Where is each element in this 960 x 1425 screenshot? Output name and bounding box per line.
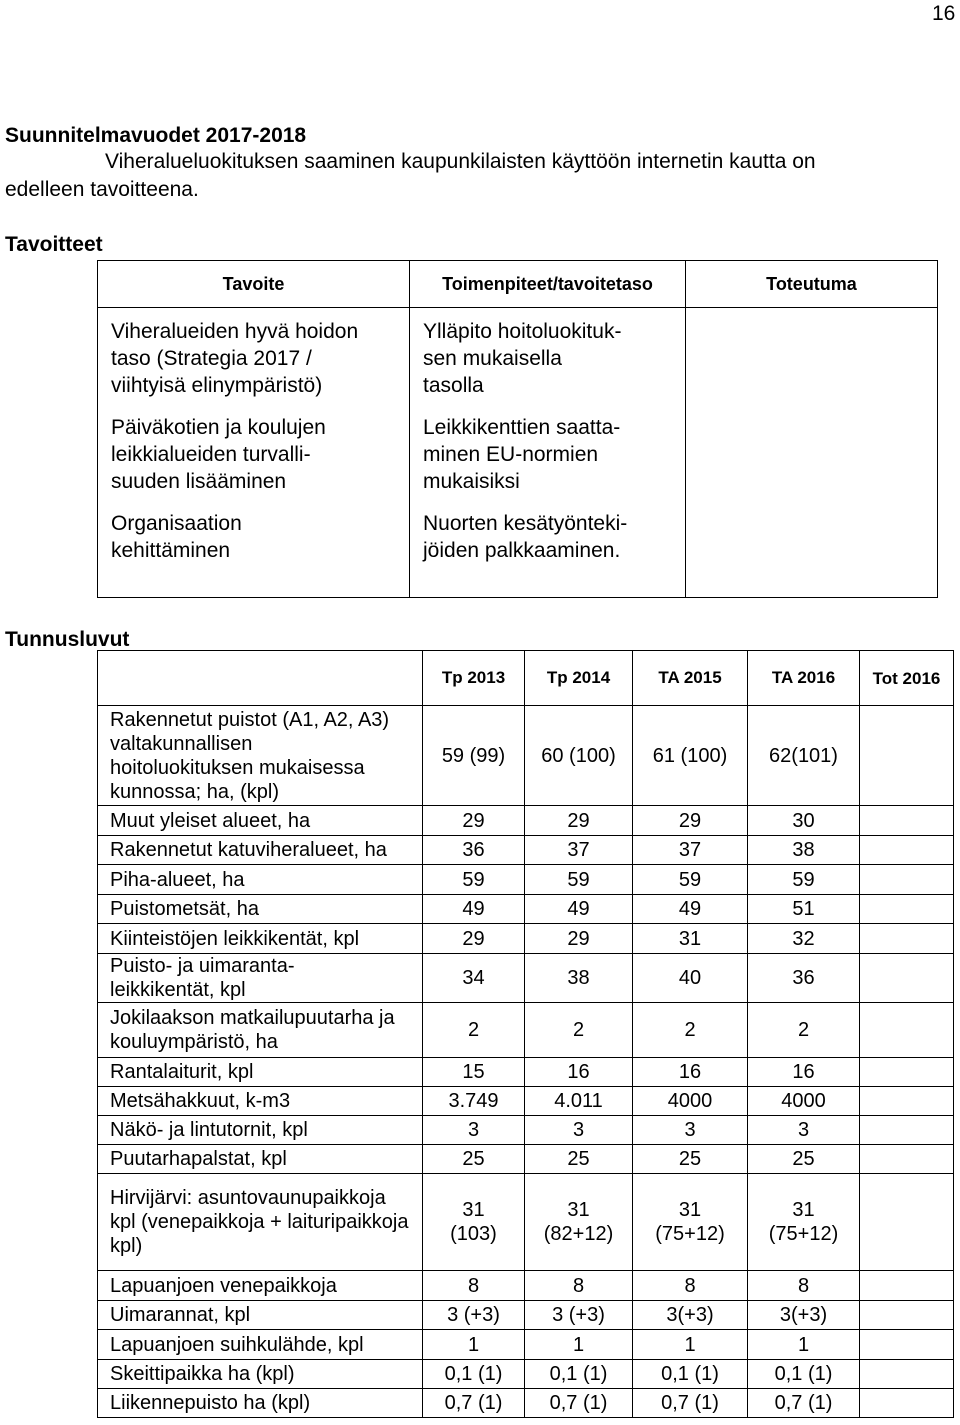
kpi-label [98, 1145, 423, 1174]
kpi-value [748, 954, 860, 1003]
kpi-value-text: 3 [467, 1119, 480, 1141]
kpi-header-cell: Tp 2013 [423, 651, 525, 706]
kpi-value [423, 1301, 525, 1330]
kpi-value [860, 706, 954, 806]
kpi-value [860, 1174, 954, 1271]
kpi-value [525, 865, 633, 895]
kpi-label [98, 1058, 423, 1087]
kpi-label [98, 806, 423, 836]
kpi-value-text: 38 [567, 967, 590, 989]
kpi-value [423, 1145, 525, 1174]
kpi-value [525, 1003, 633, 1058]
kpi-value-text: 25 [567, 1148, 590, 1170]
goal-text: Päiväkotien ja koulujen leikkialueiden turvalli-suuden lisääminen [111, 416, 326, 493]
kpi-value-text: 59 [678, 868, 702, 891]
kpi-label-text: Uimarannat, kpl [110, 1304, 251, 1326]
kpi-label-text: Rakennetut puistot (A1, A2, A3) valtakunnallisen hoitoluokituksen mukaisessa kunnossa; ha, (kpl) [110, 708, 390, 803]
kpi-value-text: 49 [678, 898, 702, 920]
kpi-value [525, 836, 633, 865]
table-row [98, 1145, 954, 1174]
kpi-value [633, 836, 748, 865]
kpi-value [748, 1003, 860, 1058]
kpi-value-text: 31 (75+12) [768, 1199, 839, 1245]
kpi-value [860, 1145, 954, 1174]
kpi-label [98, 865, 423, 895]
kpi-value [748, 865, 860, 895]
kpi-value [423, 865, 525, 895]
table-row [98, 1058, 954, 1087]
kpi-value [423, 895, 525, 924]
kpi-value-text: 40 [678, 967, 702, 989]
kpi-label [98, 1271, 423, 1301]
kpi-value [423, 1087, 525, 1116]
action-text: Leikkikenttien saatta-minen EU-normien mukaisiksi [423, 416, 621, 493]
kpi-value-text: 16 [792, 1061, 815, 1083]
kpi-value [633, 1116, 748, 1145]
goals-header-cell: Toteutuma [686, 261, 938, 308]
kpi-value [860, 1271, 954, 1301]
kpi-value-text: 38 [792, 839, 815, 861]
kpi-value-text: 36 [462, 839, 485, 861]
kpi-value-text: 59 [462, 868, 485, 891]
kpi-label-text: Puutarhapalstat, kpl [110, 1148, 287, 1170]
kpi-heading: Tunnusluvut [5, 628, 130, 651]
kpi-label [98, 706, 423, 806]
kpi-label-text: Rantalaiturit, kpl [110, 1061, 254, 1083]
kpi-value [860, 1389, 954, 1418]
kpi-header-blank [98, 651, 423, 706]
page-number: 16 [932, 2, 956, 25]
kpi-value [748, 1174, 860, 1271]
kpi-label [98, 1301, 423, 1330]
kpi-value [860, 1087, 954, 1116]
kpi-value [748, 924, 860, 954]
plan-text-line1: Viheralueluokituksen saaminen kaupunkilaisten käyttöön internetin kautta on [105, 150, 816, 173]
kpi-value [423, 836, 525, 865]
kpi-label-text: Skeittipaikka ha (kpl) [110, 1363, 295, 1385]
kpi-value [525, 1271, 633, 1301]
kpi-value [860, 1330, 954, 1360]
kpi-value [633, 1301, 748, 1330]
kpi-value-text: 0,7 (1) [549, 1392, 608, 1414]
goal-text: Organisaation kehittäminen [111, 512, 242, 562]
kpi-value-text: 30 [792, 809, 815, 832]
kpi-value [860, 1301, 954, 1330]
table-row [98, 706, 954, 806]
kpi-value [423, 1389, 525, 1418]
kpi-value [633, 1003, 748, 1058]
outcome-cell [686, 308, 938, 598]
kpi-value [633, 1058, 748, 1087]
kpi-value-text: 25 [462, 1148, 485, 1170]
kpi-value-text: 8 [467, 1274, 480, 1297]
kpi-value-text: 3 [572, 1119, 585, 1141]
kpi-value [423, 706, 525, 806]
kpi-value [525, 1174, 633, 1271]
kpi-value-text: 32 [792, 927, 815, 950]
kpi-value-text: 1 [684, 1333, 696, 1356]
kpi-value [525, 706, 633, 806]
kpi-value [633, 1360, 748, 1389]
kpi-value-text: 1 [797, 1333, 810, 1356]
kpi-value-text: 61 (100) [652, 744, 728, 767]
kpi-value [423, 954, 525, 1003]
kpi-value-text: 37 [567, 839, 590, 861]
kpi-value-text: 1 [572, 1333, 585, 1356]
kpi-value [525, 1330, 633, 1360]
kpi-value [525, 806, 633, 836]
table-row [98, 1003, 954, 1058]
kpi-value-text: 60 (100) [541, 744, 616, 767]
kpi-value-text: 16 [567, 1061, 590, 1083]
kpi-value [748, 1116, 860, 1145]
kpi-value-text: 0,1 (1) [444, 1363, 503, 1385]
kpi-value [423, 1271, 525, 1301]
kpi-value-text: 59 (99) [441, 744, 506, 767]
kpi-value [525, 1058, 633, 1087]
kpi-value [860, 1058, 954, 1087]
kpi-value-text: 8 [572, 1274, 585, 1297]
kpi-value [748, 1271, 860, 1301]
kpi-value [423, 1330, 525, 1360]
kpi-header-cell: Tot 2016 [860, 651, 954, 706]
kpi-label-text: Piha-alueet, ha [110, 868, 245, 891]
kpi-header-cell: TA 2015 [633, 651, 748, 706]
kpi-value-text: 3 [797, 1119, 810, 1141]
kpi-table-body [98, 651, 954, 1418]
kpi-value-text: 29 [567, 927, 590, 950]
kpi-header-row [98, 651, 954, 706]
kpi-label-text: Hirvijärvi: asuntovaunupaikkoja kpl (venepaikkoja + laituripaikkoja kpl) [110, 1187, 409, 1257]
goals-cell [98, 308, 410, 598]
kpi-value [748, 895, 860, 924]
kpi-value [525, 1145, 633, 1174]
table-row [98, 1116, 954, 1145]
kpi-value-text: 29 [462, 809, 485, 832]
kpi-value-text: 62(101) [769, 744, 838, 767]
kpi-value-text: 0,7 (1) [444, 1392, 503, 1414]
kpi-value [633, 1389, 748, 1418]
kpi-value-text: 4000 [781, 1090, 826, 1112]
table-row [98, 806, 954, 836]
kpi-label [98, 1389, 423, 1418]
kpi-value [633, 706, 748, 806]
kpi-value-text: 59 [567, 868, 590, 891]
kpi-value-text: 51 [792, 898, 815, 920]
table-row [98, 1330, 954, 1360]
kpi-value [423, 1360, 525, 1389]
kpi-value-text: 0,1 (1) [661, 1363, 719, 1385]
kpi-label-text: Liikennepuisto ha (kpl) [110, 1392, 311, 1414]
goals-header-cell: Tavoite [98, 261, 410, 308]
goals-heading: Tavoitteet [5, 233, 103, 256]
kpi-value-text: 3 [684, 1119, 696, 1141]
kpi-value [748, 836, 860, 865]
kpi-value-text: 0,7 (1) [774, 1392, 833, 1414]
table-row [98, 1271, 954, 1301]
kpi-value [633, 1330, 748, 1360]
kpi-value [525, 1087, 633, 1116]
kpi-value-text: 15 [462, 1061, 485, 1083]
table-row [98, 895, 954, 924]
goals-header-cell: Toimenpiteet/tavoitetaso [410, 261, 686, 308]
kpi-value [525, 924, 633, 954]
kpi-label [98, 1174, 423, 1271]
kpi-value-text: 34 [462, 967, 485, 989]
kpi-value-text: 2 [467, 1019, 480, 1041]
kpi-value [525, 954, 633, 1003]
kpi-value [860, 806, 954, 836]
table-row [98, 865, 954, 895]
action-text: Ylläpito hoitoluokituk-sen mukaisella tasolla [423, 320, 622, 397]
kpi-value [633, 865, 748, 895]
goals-table [97, 260, 938, 598]
kpi-value-text: 25 [678, 1148, 702, 1170]
kpi-value-text: 2 [572, 1019, 585, 1041]
kpi-value [633, 1145, 748, 1174]
kpi-label [98, 1116, 423, 1145]
kpi-value [423, 1116, 525, 1145]
kpi-label-text: Lapuanjoen suihkulähde, kpl [110, 1333, 364, 1356]
kpi-value-text: 0,7 (1) [661, 1392, 719, 1414]
kpi-value [860, 1116, 954, 1145]
kpi-value-text: 25 [792, 1148, 815, 1170]
kpi-value-text: 49 [567, 898, 590, 920]
kpi-value [748, 1058, 860, 1087]
kpi-value-text: 3 (+3) [447, 1304, 500, 1326]
kpi-header-cell: Tp 2014 [525, 651, 633, 706]
kpi-label-text: Metsähakkuut, k-m3 [110, 1090, 291, 1112]
kpi-value [748, 806, 860, 836]
kpi-value [525, 1301, 633, 1330]
kpi-value-text: 31 (103) [450, 1199, 497, 1245]
kpi-value-text: 4.011 [554, 1090, 603, 1112]
kpi-label-text: Puistometsät, ha [110, 898, 259, 920]
kpi-value [423, 806, 525, 836]
kpi-value-text: 0,1 (1) [774, 1363, 833, 1385]
kpi-value-text: 31 (75+12) [655, 1199, 725, 1245]
kpi-value [860, 865, 954, 895]
kpi-label-text: Rakennetut katuviheralueet, ha [110, 839, 387, 861]
table-row [98, 1087, 954, 1116]
kpi-value [748, 1389, 860, 1418]
plan-heading: Suunnitelmavuodet 2017-2018 [5, 124, 307, 147]
kpi-value-text: 3.749 [448, 1090, 499, 1112]
kpi-value [633, 1087, 748, 1116]
kpi-label [98, 1330, 423, 1360]
kpi-value [748, 1087, 860, 1116]
kpi-value [633, 1174, 748, 1271]
kpi-value [860, 924, 954, 954]
kpi-label-text: Jokilaakson matkailupuutarha ja kouluympäristö, ha [110, 1007, 395, 1053]
kpi-value [860, 895, 954, 924]
kpi-value-text: 0,1 (1) [549, 1363, 608, 1385]
kpi-value [525, 895, 633, 924]
kpi-value-text: 4000 [667, 1090, 713, 1112]
kpi-value-text: 1 [467, 1333, 480, 1356]
kpi-value [860, 954, 954, 1003]
kpi-value-text: 59 [792, 868, 815, 891]
kpi-label [98, 1087, 423, 1116]
kpi-value [748, 1330, 860, 1360]
kpi-value-text: 31 (82+12) [543, 1199, 614, 1245]
kpi-value-text: 49 [462, 898, 485, 920]
kpi-value-text: 37 [678, 839, 702, 861]
kpi-label-text: Lapuanjoen venepaikkoja [110, 1274, 337, 1297]
kpi-value [860, 1360, 954, 1389]
kpi-value-text: 8 [797, 1274, 810, 1297]
kpi-value [423, 1003, 525, 1058]
kpi-header-cell: TA 2016 [748, 651, 860, 706]
kpi-value-text: 16 [678, 1061, 702, 1083]
kpi-value-text: 3(+3) [779, 1304, 828, 1326]
kpi-label [98, 1003, 423, 1058]
kpi-label [98, 895, 423, 924]
kpi-value-text: 29 [678, 809, 702, 832]
kpi-value [633, 895, 748, 924]
kpi-value [633, 1271, 748, 1301]
kpi-label-text: Kiinteistöjen leikkikentät, kpl [110, 927, 360, 950]
kpi-label [98, 836, 423, 865]
table-row [98, 954, 954, 1003]
kpi-value-text: 36 [792, 967, 815, 989]
kpi-value [860, 1003, 954, 1058]
kpi-label [98, 924, 423, 954]
table-row [98, 836, 954, 865]
kpi-value [633, 954, 748, 1003]
kpi-value [525, 1116, 633, 1145]
table-row [98, 1360, 954, 1389]
kpi-label [98, 1360, 423, 1389]
kpi-label [98, 954, 423, 1003]
table-row [98, 924, 954, 954]
kpi-label-text: Näkö- ja lintutornit, kpl [110, 1119, 308, 1141]
kpi-value [525, 1389, 633, 1418]
table-row [98, 1174, 954, 1271]
kpi-value [423, 924, 525, 954]
kpi-value-text: 3 (+3) [552, 1304, 605, 1326]
action-text: Nuorten kesätyönteki-jöiden palkkaaminen. [423, 512, 628, 562]
goals-body-row [98, 308, 938, 598]
kpi-value-text: 8 [684, 1274, 696, 1297]
goal-text: Viheralueiden hyvä hoidon taso (Strategia 2017 / viihtyisä elinympäristö) [111, 320, 359, 397]
kpi-value [748, 1301, 860, 1330]
kpi-value [748, 1360, 860, 1389]
kpi-value [525, 1360, 633, 1389]
kpi-value [423, 1174, 525, 1271]
kpi-value [633, 924, 748, 954]
plan-text-line2: edelleen tavoitteena. [5, 178, 199, 201]
kpi-value-text: 2 [684, 1019, 696, 1041]
table-row [98, 1389, 954, 1418]
kpi-value [423, 1058, 525, 1087]
kpi-table [97, 650, 954, 1418]
kpi-value-text: 31 [678, 927, 702, 950]
kpi-value [860, 836, 954, 865]
kpi-value [748, 1145, 860, 1174]
table-row [98, 1301, 954, 1330]
kpi-value-text: 29 [462, 927, 485, 950]
goals-header-row [98, 261, 938, 308]
kpi-value-text: 2 [797, 1019, 810, 1041]
kpi-value [633, 806, 748, 836]
kpi-value [748, 706, 860, 806]
kpi-value-text: 29 [567, 809, 590, 832]
kpi-label-text: Puisto- ja uimaranta-leikkikentät, kpl [110, 955, 295, 1001]
actions-cell [410, 308, 686, 598]
kpi-value-text: 3(+3) [666, 1304, 714, 1326]
kpi-label-text: Muut yleiset alueet, ha [110, 809, 311, 832]
